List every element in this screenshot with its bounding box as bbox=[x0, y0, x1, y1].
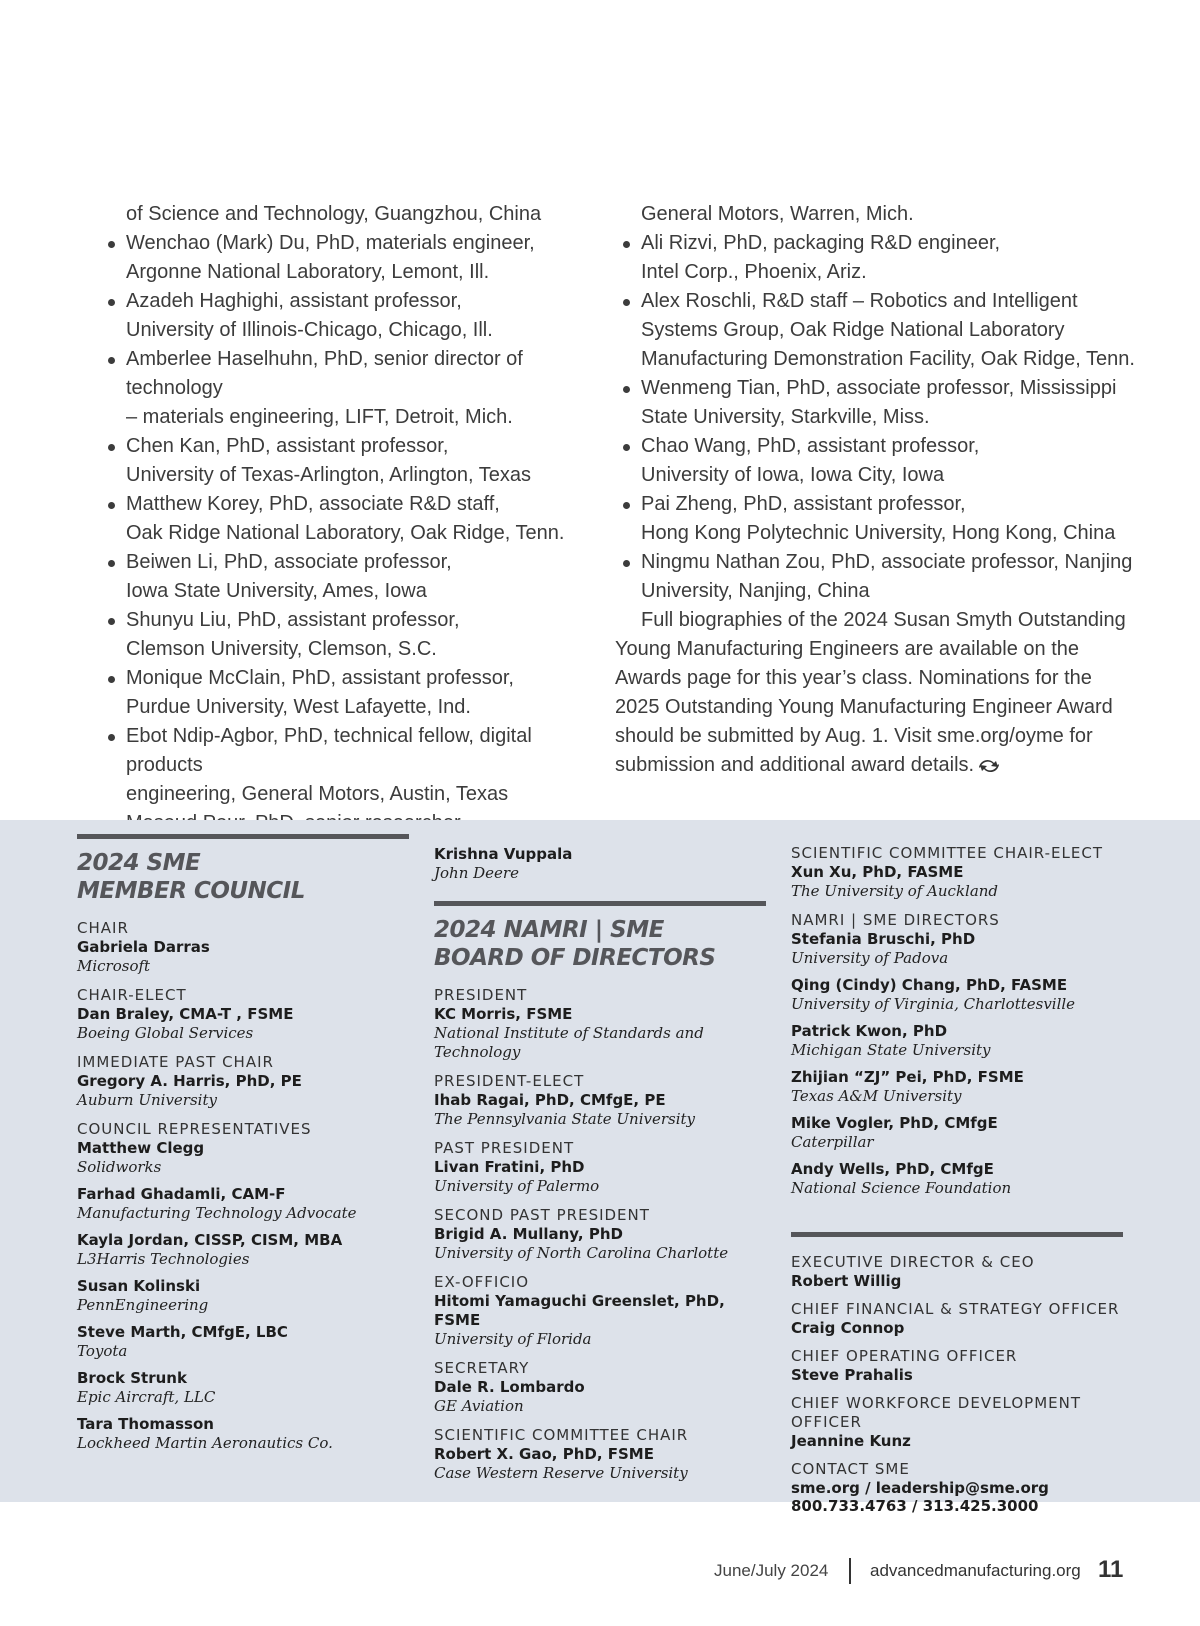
list-item: Azadeh Haghighi, assistant professor, University of Illinois-Chicago, Chicago, Ill. bbox=[100, 287, 590, 345]
role-label: EXECUTIVE DIRECTOR & CEO bbox=[791, 1253, 1035, 1271]
person-entry: Qing (Cindy) Chang, PhD, FASME University of Virginia, Charlottesville bbox=[791, 976, 1076, 1013]
end-mark-icon bbox=[978, 759, 1000, 773]
role-label: PRESIDENT-ELECT bbox=[434, 1072, 585, 1090]
person-entry: Tara Thomasson Lockheed Martin Aeronautics Co. bbox=[77, 1415, 333, 1452]
list-item: Wenchao (Mark) Du, PhD, materials engineer, Argonne National Laboratory, Lemont, Ill. bbox=[100, 229, 590, 287]
role-label: CHIEF WORKFORCE DEVELOPMENT OFFICER bbox=[791, 1394, 1082, 1431]
board-column bbox=[434, 845, 766, 1483]
list-item: Alex Roschli, R&D staff – Robotics and Intelligent Systems Group, Oak Ridge National Laboratory Manufacturing Demonstration Facility, Oak Ridge, Tenn. bbox=[615, 287, 1135, 374]
right-column bbox=[615, 200, 1135, 780]
person-entry: Andy Wells, PhD, CMfgE National Science Foundation bbox=[791, 1160, 1012, 1197]
role-label: SECRETARY bbox=[434, 1359, 530, 1377]
role-label: SECOND PAST PRESIDENT bbox=[434, 1206, 650, 1224]
person-entry: Gregory A. Harris, PhD, PE Auburn University bbox=[77, 1072, 302, 1109]
person-entry: Ihab Ragai, PhD, CMfgE, PE The Pennsylvania State University bbox=[434, 1091, 696, 1128]
role-label: CHAIR bbox=[77, 919, 129, 937]
list-item: Matthew Korey, PhD, associate R&D staff, Oak Ridge National Laboratory, Oak Ridge, Tenn. bbox=[100, 490, 590, 548]
left-column bbox=[100, 200, 590, 838]
role-label: PAST PRESIDENT bbox=[434, 1139, 575, 1157]
list-item: Ebot Ndip-Agbor, PhD, technical fellow, digital products engineering, General Motors, Austin, Texas bbox=[100, 722, 590, 809]
role-label: SCIENTIFIC COMMITTEE CHAIR bbox=[434, 1426, 689, 1444]
person-entry: Robert X. Gao, PhD, FSME Case Western Reserve University bbox=[434, 1445, 688, 1482]
continuation-line: of Science and Technology, Guangzhou, China bbox=[126, 203, 542, 225]
role-label: IMMEDIATE PAST CHAIR bbox=[77, 1053, 274, 1071]
role-label: COUNCIL REPRESENTATIVES bbox=[77, 1120, 312, 1138]
person-entry: Steve Marth, CMfgE, LBC Toyota bbox=[77, 1323, 288, 1360]
person-entry: Kayla Jordan, CISSP, CISM, MBA L3Harris Technologies bbox=[77, 1231, 343, 1268]
role-label: SCIENTIFIC COMMITTEE CHAIR-ELECT bbox=[791, 844, 1103, 862]
person-entry: Zhijian “ZJ” Pei, PhD, FSME Texas A&M University bbox=[791, 1068, 1024, 1105]
page-number: 11 bbox=[1098, 1556, 1124, 1583]
list-item: Monique McClain, PhD, assistant professor, Purdue University, West Lafayette, Ind. bbox=[100, 664, 590, 722]
person-entry: Farhad Ghadamli, CAM-F Manufacturing Technology Advocate bbox=[77, 1185, 357, 1222]
person-entry: Patrick Kwon, PhD Michigan State University bbox=[791, 1022, 991, 1059]
person-entry: Livan Fratini, PhD University of Palermo bbox=[434, 1158, 600, 1195]
officer-name: Craig Connop bbox=[791, 1319, 905, 1337]
person-entry: Xun Xu, PhD, FASME The University of Auckland bbox=[791, 863, 999, 900]
role-label: PRESIDENT bbox=[434, 986, 528, 1004]
person-entry: Matthew Clegg Solidworks bbox=[77, 1139, 205, 1176]
continuation-line: General Motors, Warren, Mich. bbox=[641, 203, 914, 225]
officer-name: Robert Willig bbox=[791, 1272, 902, 1290]
member-council-column bbox=[77, 834, 409, 1453]
person-entry: Hitomi Yamaguchi Greenslet, PhD, FSME University of Florida bbox=[434, 1292, 725, 1348]
footer-divider bbox=[849, 1558, 851, 1584]
role-label: CHIEF OPERATING OFFICER bbox=[791, 1347, 1018, 1365]
person-entry: Stefania Bruschi, PhD University of Padova bbox=[791, 930, 976, 967]
list-item: Amberlee Haselhuhn, PhD, senior director of technology – materials engineering, LIFT, Detroit, Mich. bbox=[100, 345, 590, 432]
person-entry: Dale R. Lombardo GE Aviation bbox=[434, 1378, 585, 1415]
person-entry: Susan Kolinski PennEngineering bbox=[77, 1277, 209, 1314]
person-entry: Gabriela Darras Microsoft bbox=[77, 938, 210, 975]
section-rule bbox=[434, 901, 766, 906]
honoree-list-right bbox=[615, 229, 1135, 606]
person-entry: Mike Vogler, PhD, CMfgE Caterpillar bbox=[791, 1114, 998, 1151]
person-entry: Brigid A. Mullany, PhD University of North Carolina Charlotte bbox=[434, 1225, 729, 1262]
person-entry: KC Morris, FSME National Institute of Standards and Technology bbox=[434, 1005, 704, 1061]
role-label: CONTACT SME bbox=[791, 1460, 910, 1478]
officer-name: Steve Prahalis bbox=[791, 1366, 913, 1384]
closing-paragraph: Full biographies of the 2024 Susan Smyth Outstanding Young Manufacturing Engineers are available on the Awards page for this year’s class. Nominations for the 2025 Outstanding Young Manufacturing Engineer Award should be submitted by Aug. 1. Visit sme.org/oyme for submission and additional award details. bbox=[615, 609, 1126, 776]
list-item: Shunyu Liu, PhD, assistant professor, Clemson University, Clemson, S.C. bbox=[100, 606, 590, 664]
leadership-panel bbox=[0, 820, 1200, 1515]
list-item: Ali Rizvi, PhD, packaging R&D engineer, Intel Corp., Phoenix, Ariz. bbox=[615, 229, 1135, 287]
list-item: Chen Kan, PhD, assistant professor, University of Texas-Arlington, Arlington, Texas bbox=[100, 432, 590, 490]
list-item: Pai Zheng, PhD, assistant professor, Hong Kong Polytechnic University, Hong Kong, China bbox=[615, 490, 1135, 548]
section-rule bbox=[77, 834, 409, 839]
role-label: NAMRI | SME DIRECTORS bbox=[791, 911, 1000, 929]
role-label: CHIEF FINANCIAL & STRATEGY OFFICER bbox=[791, 1300, 1120, 1318]
website-url: advancedmanufacturing.org bbox=[870, 1561, 1081, 1580]
page-footer bbox=[0, 1558, 1200, 1588]
member-council-heading: 2024 SME MEMBER COUNCIL bbox=[77, 850, 305, 904]
board-heading: 2024 NAMRI | SME BOARD OF DIRECTORS bbox=[434, 917, 716, 971]
person-entry: Brock Strunk Epic Aircraft, LLC bbox=[77, 1369, 216, 1406]
list-item: Ningmu Nathan Zou, PhD, associate professor, Nanjing University, Nanjing, China bbox=[615, 548, 1135, 606]
person-entry: Krishna Vuppala John Deere bbox=[434, 845, 573, 882]
list-item: Chao Wang, PhD, assistant professor, University of Iowa, Iowa City, Iowa bbox=[615, 432, 1135, 490]
role-label: EX-OFFICIO bbox=[434, 1273, 530, 1291]
list-item: Wenmeng Tian, PhD, associate professor, Mississippi State University, Starkville, Miss. bbox=[615, 374, 1135, 432]
honoree-list-left bbox=[100, 229, 590, 838]
issue-date: June/July 2024 bbox=[714, 1561, 829, 1580]
directors-column bbox=[791, 844, 1123, 1515]
list-item: Beiwen Li, PhD, associate professor, Iowa State University, Ames, Iowa bbox=[100, 548, 590, 606]
person-entry: Dan Braley, CMA-T , FSME Boeing Global Services bbox=[77, 1005, 294, 1042]
contact-phone: 800.733.4763 / 313.425.3000 bbox=[791, 1497, 1039, 1515]
role-label: CHAIR-ELECT bbox=[77, 986, 187, 1004]
section-rule bbox=[791, 1232, 1123, 1237]
officer-name: Jeannine Kunz bbox=[791, 1432, 911, 1450]
contact-web: sme.org / leadership@sme.org bbox=[791, 1479, 1049, 1497]
